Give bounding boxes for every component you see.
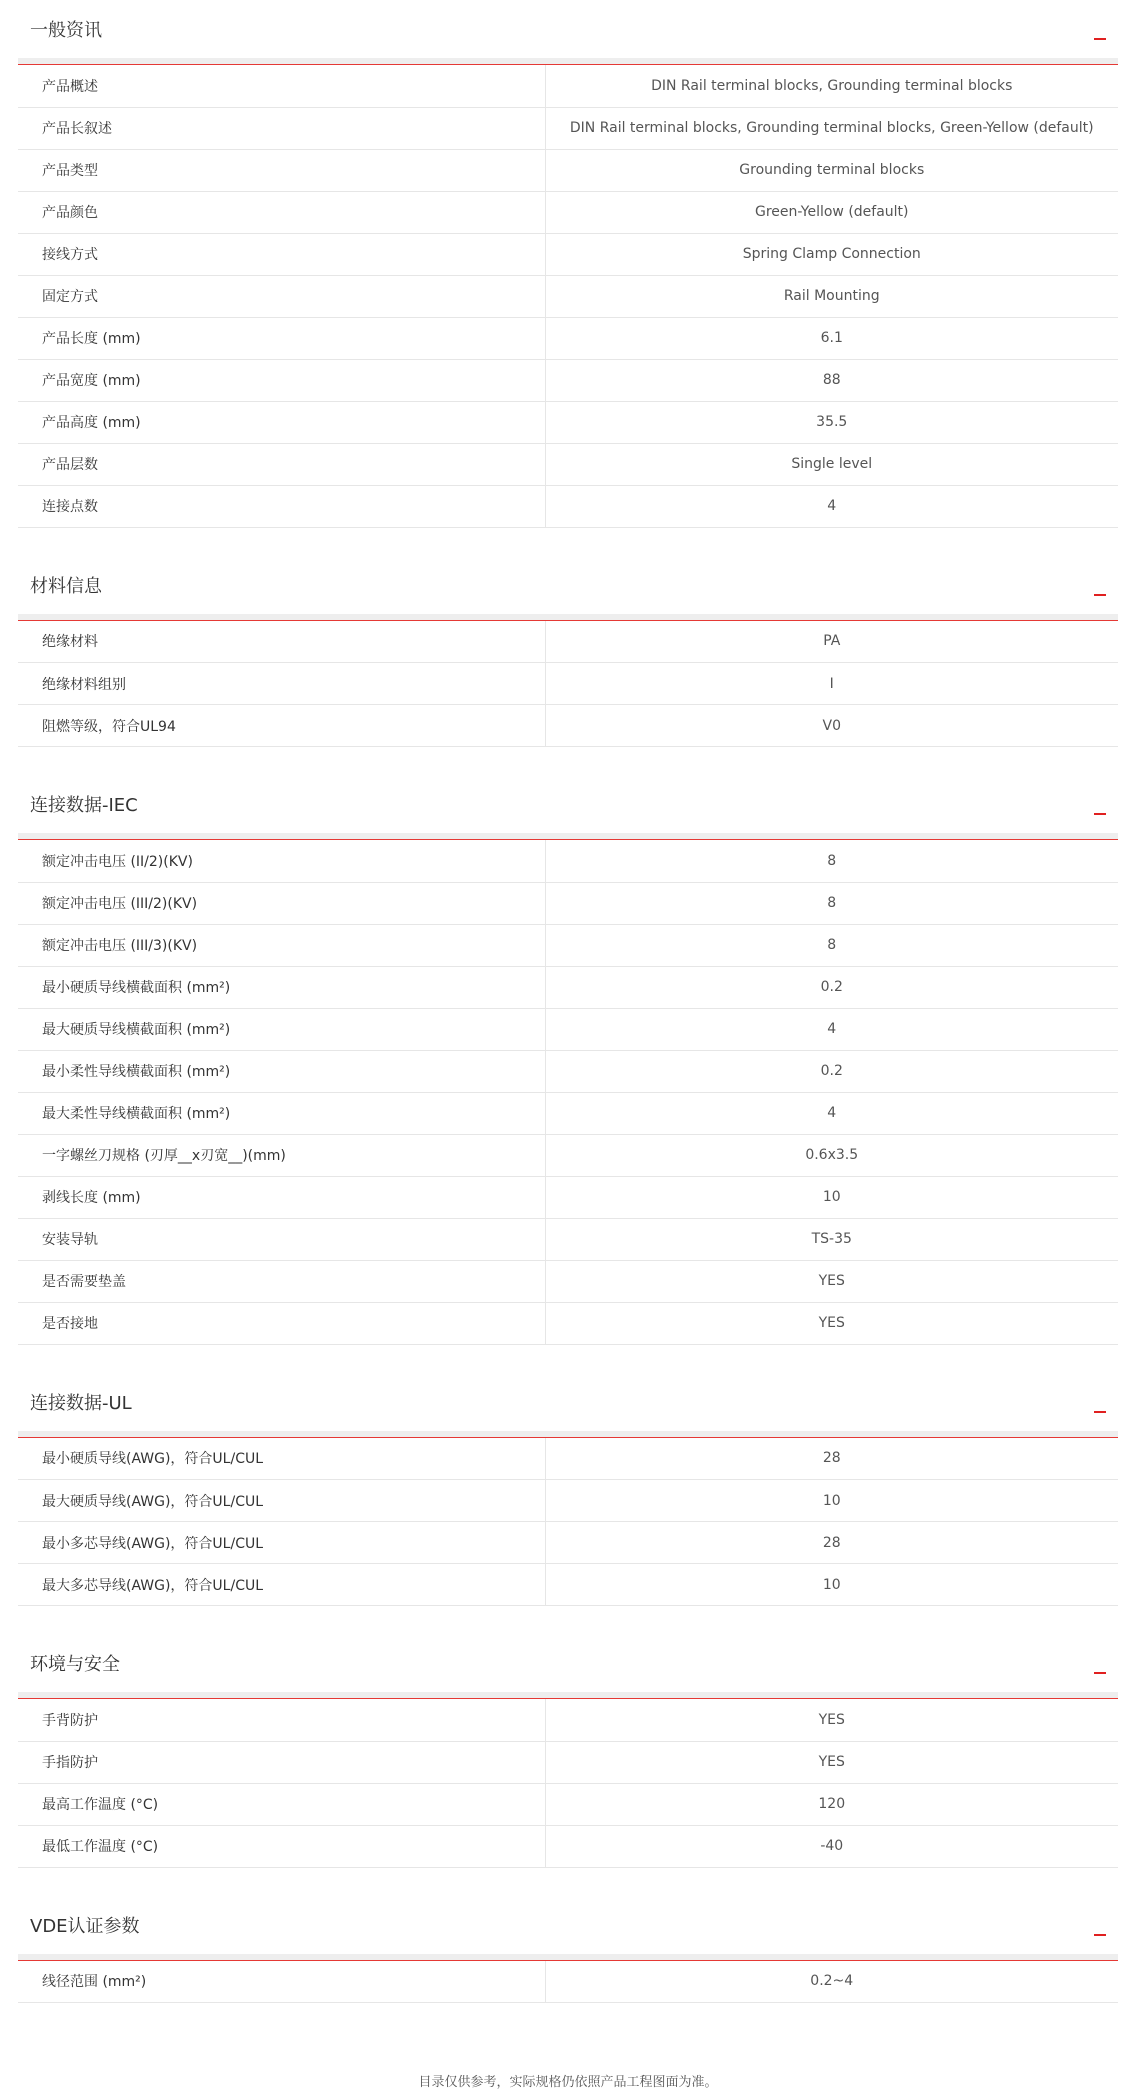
table-row [18, 1961, 1118, 2003]
spec-value: YES [545, 1741, 1118, 1783]
collapse-minus-icon[interactable] [1094, 1672, 1106, 1674]
table-row [18, 1741, 1118, 1783]
spec-value: YES [545, 1302, 1118, 1344]
table-row [18, 1302, 1118, 1344]
spec-label: 最大多芯导线(AWG)，符合UL/CUL [18, 1564, 545, 1606]
spec-value: 28 [545, 1522, 1118, 1564]
section-title: 连接数据-IEC [30, 795, 138, 816]
table-row [18, 1522, 1118, 1564]
spec-value: 88 [545, 359, 1118, 401]
spec-sections [18, 0, 1118, 2031]
spec-label: 产品宽度 (mm) [18, 359, 545, 401]
spec-value: 10 [545, 1176, 1118, 1218]
spec-label: 产品层数 [18, 443, 545, 485]
table-row [18, 621, 1118, 663]
spec-label: 是否需要垫盖 [18, 1260, 545, 1302]
spec-label: 最大硬质导线横截面积 (mm²) [18, 1008, 545, 1050]
spec-label: 产品颜色 [18, 191, 545, 233]
table-row [18, 1699, 1118, 1741]
section-header[interactable] [18, 1373, 1118, 1431]
table-row [18, 1218, 1118, 1260]
table-row [18, 1050, 1118, 1092]
table-row [18, 191, 1118, 233]
table-row [18, 1564, 1118, 1606]
spec-value: Green-Yellow (default) [545, 191, 1118, 233]
table-row [18, 401, 1118, 443]
spec-value: Spring Clamp Connection [545, 233, 1118, 275]
table-row [18, 705, 1118, 747]
table-row [18, 882, 1118, 924]
table-row [18, 275, 1118, 317]
section-divider [18, 1431, 1118, 1438]
table-row [18, 485, 1118, 527]
spec-table [18, 1699, 1118, 1868]
section-spacer [18, 2003, 1118, 2031]
table-row [18, 443, 1118, 485]
table-row [18, 1783, 1118, 1825]
section-title: 环境与安全 [30, 1654, 120, 1675]
spec-value: 10 [545, 1480, 1118, 1522]
spec-section [18, 1634, 1118, 1896]
spec-label: 剥线长度 (mm) [18, 1176, 545, 1218]
spec-label: 最小硬质导线横截面积 (mm²) [18, 966, 545, 1008]
table-row [18, 924, 1118, 966]
spec-value: YES [545, 1699, 1118, 1741]
section-title: 材料信息 [30, 575, 102, 597]
spec-value: 8 [545, 924, 1118, 966]
spec-value: Single level [545, 443, 1118, 485]
section-header[interactable] [18, 1634, 1118, 1692]
spec-value: 0.2 [545, 966, 1118, 1008]
table-row [18, 359, 1118, 401]
spec-label: 手背防护 [18, 1699, 545, 1741]
spec-value: 35.5 [545, 401, 1118, 443]
section-spacer [18, 1345, 1118, 1373]
spec-label: 产品类型 [18, 149, 545, 191]
table-row [18, 149, 1118, 191]
spec-label: 产品长度 (mm) [18, 317, 545, 359]
section-title: VDE认证参数 [30, 1915, 140, 1937]
spec-label: 额定冲击电压 (III/2)(KV) [18, 882, 545, 924]
spec-label: 额定冲击电压 (III/3)(KV) [18, 924, 545, 966]
spec-value: PA [545, 621, 1118, 663]
spec-label: 是否接地 [18, 1302, 545, 1344]
spec-label: 最大硬质导线(AWG)，符合UL/CUL [18, 1480, 545, 1522]
spec-label: 接线方式 [18, 233, 545, 275]
spec-value: 4 [545, 1008, 1118, 1050]
table-row [18, 1008, 1118, 1050]
spec-label: 绝缘材料 [18, 621, 545, 663]
spec-label: 产品概述 [18, 65, 545, 107]
section-spacer [18, 1868, 1118, 1896]
spec-section [18, 775, 1118, 1373]
table-row [18, 317, 1118, 359]
spec-value: 6.1 [545, 317, 1118, 359]
spec-value: I [545, 663, 1118, 705]
spec-label: 最小多芯导线(AWG)，符合UL/CUL [18, 1522, 545, 1564]
footer-note: 目录仅供参考，实际规格仍依照产品工程图面为准。 [418, 2075, 718, 2090]
spec-section [18, 556, 1118, 776]
section-divider [18, 1692, 1118, 1699]
table-row [18, 107, 1118, 149]
spec-table [18, 840, 1118, 1345]
section-title: 一般资讯 [30, 20, 102, 41]
table-row [18, 966, 1118, 1008]
section-spacer [18, 528, 1118, 556]
spec-label: 一字螺丝刀规格 (刃厚__x刃宽__)(mm) [18, 1134, 545, 1176]
spec-value: 8 [545, 882, 1118, 924]
table-row [18, 1092, 1118, 1134]
spec-value: 8 [545, 840, 1118, 882]
spec-label: 最高工作温度 (°C) [18, 1783, 545, 1825]
spec-value: 10 [545, 1564, 1118, 1606]
section-divider [18, 614, 1118, 621]
section-title: 连接数据-UL [30, 1392, 132, 1414]
section-divider [18, 1954, 1118, 1961]
spec-label: 最低工作温度 (°C) [18, 1825, 545, 1867]
spec-table [18, 65, 1118, 528]
spec-value: V0 [545, 705, 1118, 747]
collapse-minus-icon[interactable] [1094, 1934, 1106, 1936]
table-row [18, 65, 1118, 107]
spec-value: 28 [545, 1438, 1118, 1480]
spec-table [18, 1438, 1118, 1607]
spec-section [18, 1373, 1118, 1635]
spec-value: Grounding terminal blocks [545, 149, 1118, 191]
spec-value: DIN Rail terminal blocks, Grounding terminal blocks, Green-Yellow (default) [545, 107, 1118, 149]
table-row [18, 840, 1118, 882]
spec-label: 产品长叙述 [18, 107, 545, 149]
spec-label: 连接点数 [18, 485, 545, 527]
spec-label: 线径范围 (mm²) [18, 1961, 545, 2003]
section-header[interactable] [18, 775, 1118, 833]
collapse-minus-icon[interactable] [1094, 594, 1106, 596]
spec-value: -40 [545, 1825, 1118, 1867]
spec-label: 最小硬质导线(AWG)，符合UL/CUL [18, 1438, 545, 1480]
spec-value: 0.2~4 [545, 1961, 1118, 2003]
spec-label: 安装导轨 [18, 1218, 545, 1260]
spec-label: 绝缘材料组别 [18, 663, 545, 705]
section-spacer [18, 1606, 1118, 1634]
table-row [18, 663, 1118, 705]
spec-section [18, 1896, 1118, 2032]
spec-table [18, 621, 1118, 748]
section-divider [18, 833, 1118, 840]
section-header[interactable] [18, 0, 1118, 58]
spec-value: YES [545, 1260, 1118, 1302]
spec-value: Rail Mounting [545, 275, 1118, 317]
spec-label: 手指防护 [18, 1741, 545, 1783]
table-row [18, 1825, 1118, 1867]
table-row [18, 1176, 1118, 1218]
spec-label: 最大柔性导线横截面积 (mm²) [18, 1092, 545, 1134]
spec-value: 0.6x3.5 [545, 1134, 1118, 1176]
collapse-minus-icon[interactable] [1094, 813, 1106, 815]
spec-label: 额定冲击电压 (II/2)(KV) [18, 840, 545, 882]
section-header[interactable] [18, 556, 1118, 614]
table-row [18, 1480, 1118, 1522]
section-divider [18, 58, 1118, 65]
spec-label: 最小柔性导线横截面积 (mm²) [18, 1050, 545, 1092]
collapse-minus-icon[interactable] [1094, 1411, 1106, 1413]
section-spacer [18, 747, 1118, 775]
section-header[interactable] [18, 1896, 1118, 1954]
spec-label: 产品高度 (mm) [18, 401, 545, 443]
collapse-minus-icon[interactable] [1094, 38, 1106, 40]
spec-value: 120 [545, 1783, 1118, 1825]
table-row [18, 1260, 1118, 1302]
spec-value: 0.2 [545, 1050, 1118, 1092]
spec-label: 阻燃等级，符合UL94 [18, 705, 545, 747]
spec-value: 4 [545, 485, 1118, 527]
spec-section [18, 0, 1118, 556]
spec-value: 4 [545, 1092, 1118, 1134]
spec-table [18, 1961, 1118, 2004]
spec-label: 固定方式 [18, 275, 545, 317]
table-row [18, 233, 1118, 275]
spec-value: TS-35 [545, 1218, 1118, 1260]
table-row [18, 1134, 1118, 1176]
spec-value: DIN Rail terminal blocks, Grounding terminal blocks [545, 65, 1118, 107]
table-row [18, 1438, 1118, 1480]
